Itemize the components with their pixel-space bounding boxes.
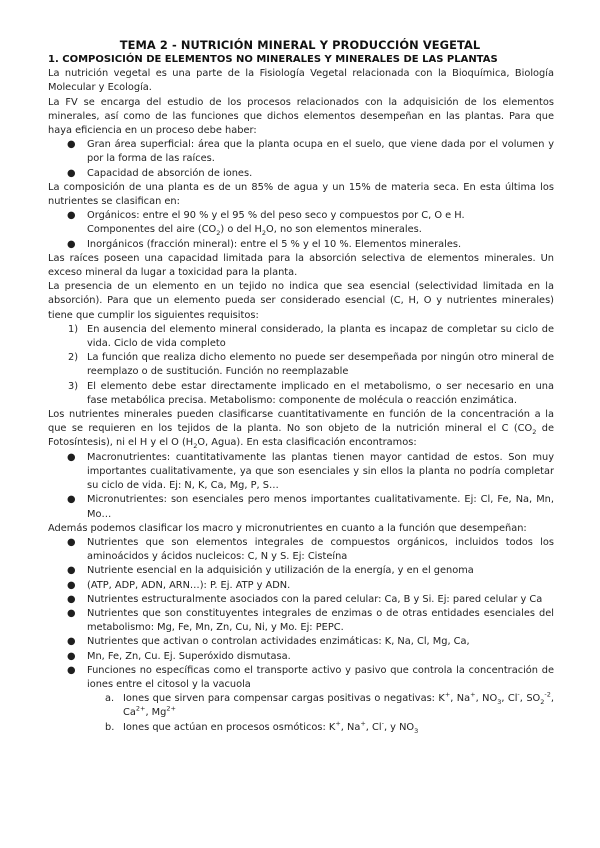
bullet-icon: ● [67, 238, 76, 250]
bullet-icon: ● [67, 451, 76, 463]
list-item: ● Nutrientes estructuralmente asociados con la pared celular: Ca, B y Si. Ej: pared celular y Ca [48, 593, 554, 607]
list-item: ● Gran área superficial: área que la planta ocupa en el suelo, que viene dada por el volumen y por la forma de las raíces. [67, 139, 554, 165]
bullet-icon: ● [67, 650, 76, 662]
paragraph: La presencia de un elemento en un tejido no indica que sea esencial (selectividad limitada en la absorción). Para que un elemento pueda ser considerado esencial (C, H, O y nutrientes minerales) tiene que cumplir los siguientes requisitos: [48, 281, 554, 321]
list-item: a. Iones que sirven para compensar cargas positivas o negativas: K+, Na+, $NO_3$, Cl-, $SO_2^{-2}$, $Ca^{2+}$, $Mg^{2+}$ [105, 690, 554, 719]
bullet-icon: ● [67, 579, 76, 591]
requirements-list [48, 323, 554, 408]
list-item: ● Macronutrientes: cuantitativamente las plantas tienen mayor cantidad de estos. Son muy importantes cualitativamente, ya que son esenciales y sin ellos la planta no podría completar su ciclo de vida. Ej: N, K, Ca, Mg, P, S… [67, 451, 554, 492]
bullet-icon: ● [67, 167, 76, 179]
paragraph: La composición de una planta es de un 85% de agua y un 15% de materia seca. En esta última los nutrientes se clasifican en: [48, 181, 554, 208]
paragraph: Además podemos clasificar los macro y micronutrientes en cuanto a la función que desempeñan: [48, 522, 527, 534]
bullet-icon: ● [67, 636, 76, 648]
efficiency-list [48, 138, 554, 181]
section-heading: 1. COMPOSICIÓN DE ELEMENTOS NO MINERALES Y MINERALES DE LAS PLANTAS [48, 54, 498, 65]
list-item: ● Micronutrientes: son esenciales pero menos importantes cualitativamente. Ej: Cl, Fe, Na, Mn, Mo… [67, 494, 554, 520]
nutrient-class-list [48, 209, 554, 252]
list-item: ● Nutriente esencial en la adquisición y utilización de la energía, y en el genoma [48, 564, 554, 578]
list-item: ● Nutrientes que activan o controlan actividades enzimáticas: K, Na, Cl, Mg, Ca, [48, 635, 554, 649]
bullet-icon: ● [67, 494, 76, 506]
list-item: ● Funciones no específicas como el transporte activo y pasivo que controla la concentración de iones entre el citosol y la vacuola [67, 664, 554, 690]
list-item: ● Inorgánicos (fracción mineral): entre el 5 % y el 10 %. Elementos minerales. [48, 238, 554, 252]
list-item: ● Mn, Fe, Zn, Cu. Ej. Superóxido dismutasa. [48, 650, 554, 664]
paragraph: La FV se encarga del estudio de los procesos relacionados con la adquisición de los elementos minerales, así como de las funciones que dichos elementos desempeñan en las plantas. Para que haya eficiencia en un proceso debe haber: [48, 96, 554, 137]
document-body [48, 53, 554, 735]
bullet-icon: ● [67, 210, 76, 222]
list-item: b. Iones que actúan en procesos osmóticos: K+, Na+, Cl-, y $NO_3$ [105, 719, 419, 735]
bullet-icon: ● [67, 565, 76, 577]
bullet-icon: ● [67, 139, 76, 151]
quantitative-list [48, 451, 554, 522]
list-item: ● (ATP, ADP, ADN, ARN…): P. Ej. ATP y ADN. [48, 579, 554, 593]
function-list [48, 536, 554, 692]
list-item: ● Capacidad de absorción de iones. [48, 167, 554, 181]
list-item: ● Nutrientes que son constituyentes integrales de enzimas o de otras entidades esenciales del metabolismo: Mg, Fe, Mn, Zn, Cu, Ni, y Mo. Ej: PEPC. [67, 607, 554, 634]
list-item: ● Orgánicos: entre el 90 % y el 95 % del peso seco y compuestos por C, O e H. Componentes del aire $(CO_2)$ o del $H_2O$, no son elementos minerales. [67, 210, 465, 238]
list-item: 1) En ausencia del elemento mineral considerado, la planta es incapaz de completar su ciclo de vida. Ciclo de vida completo [68, 323, 554, 350]
paragraph: La nutrición vegetal es una parte de la Fisiología Vegetal relacionada con la Bioquímica, Biología Molecular y Ecología. [48, 68, 554, 94]
list-item: ● Nutrientes que son elementos integrales de compuestos orgánicos, incluidos todos los aminoácidos y ácidos nucleicos: C, N y S. Ej: Cisteína [67, 536, 554, 563]
bullet-icon: ● [67, 593, 76, 605]
bullet-icon: ● [67, 607, 76, 619]
list-item: 3) El elemento debe estar directamente implicado en el metabolismo, o ser necesario en una fase metabólica precisa. Metabolismo: componente de molécula o reacción enzimática. [68, 380, 554, 406]
list-item: 2) La función que realiza dicho elemento no puede ser desempeñada por ningún otro mineral de reemplazo o de sustitución. Función no reemplazable [68, 352, 554, 378]
bullet-icon: ● [67, 536, 76, 548]
ion-sublist [48, 692, 554, 735]
paragraph: Los nutrientes minerales pueden clasificarse cuantitativamente en función de la concentración a la que se requieren en los tejidos de la planta. No son objeto de la nutrición mineral el C ($CO_2$ de Fotosíntesis), ni el H y el O ($H_2O$, Agua). En esta clasificación encontramos: [48, 409, 554, 451]
page-title: TEMA 2 - NUTRICIÓN MINERAL Y PRODUCCIÓN VEGETAL [119, 38, 481, 52]
bullet-icon: ● [67, 664, 76, 676]
paragraph: Las raíces poseen una capacidad limitada para la absorción selectiva de elementos minerales. Un exceso mineral da lugar a toxicidad para la planta. [48, 252, 554, 279]
